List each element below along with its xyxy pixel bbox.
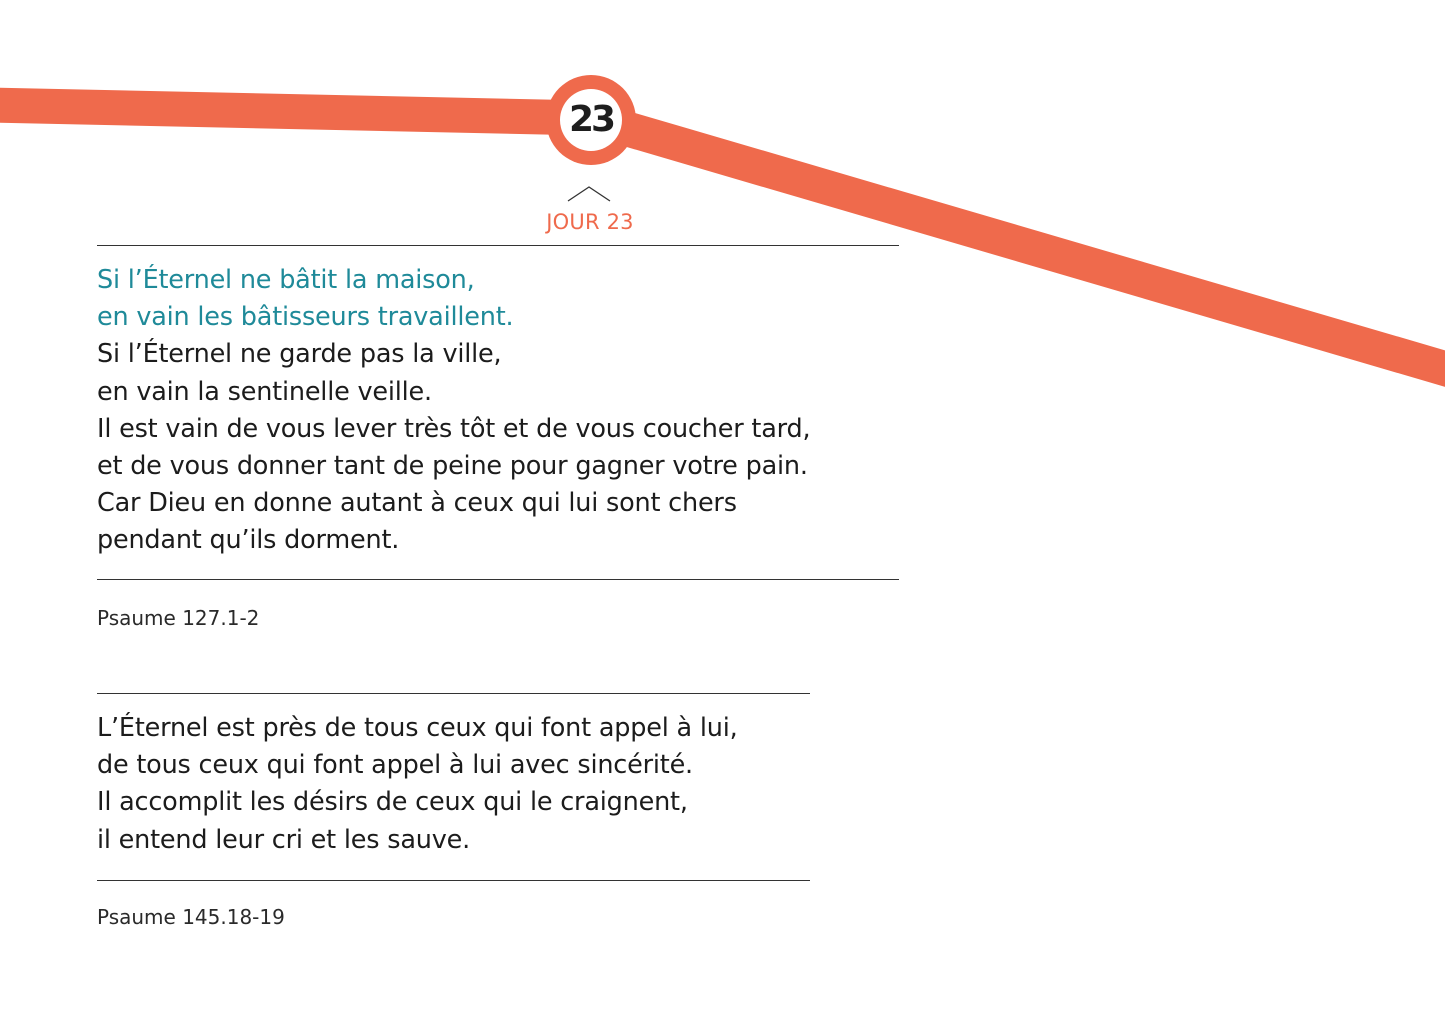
verse-line: Si l’Éternel ne bâtit la maison, (97, 265, 475, 295)
passage-2-bottom-rule (97, 880, 810, 881)
passage-1-reference: Psaume 127.1-2 (97, 606, 260, 630)
verse-line: Il accomplit les désirs de ceux qui le craignent, (97, 787, 688, 818)
day-label: JOUR 23 (546, 210, 634, 234)
verse-line: Car Dieu en donne autant à ceux qui lui sont chers (97, 488, 737, 519)
verse-line: en vain la sentinelle veille. (97, 376, 432, 407)
passage-1-top-rule (97, 245, 899, 246)
verse-line: et de vous donner tant de peine pour gagner votre pain. (97, 451, 808, 482)
passage-1-text (97, 262, 810, 560)
verse-line: en vain les bâtisseurs travaillent. (97, 302, 514, 333)
verse-line: pendant qu’ils dorment. (97, 525, 400, 556)
verse-line: Il est vain de vous lever très tôt et de vous coucher tard, (97, 413, 811, 444)
caret-up-icon (566, 185, 612, 203)
passage-2-text (97, 710, 737, 859)
passage-2-top-rule (97, 693, 810, 694)
verse-line: il entend leur cri et les sauve. (97, 824, 470, 855)
passage-2-reference: Psaume 145.18-19 (97, 905, 285, 929)
passage-1-bottom-rule (97, 579, 899, 580)
verse-line: Si l’Éternel ne garde pas la ville, (97, 339, 502, 370)
verse-line: L’Éternel est près de tous ceux qui font appel à lui, (97, 713, 738, 743)
day-number: 23 (568, 99, 614, 140)
verse-line: de tous ceux qui font appel à lui avec sincérité. (97, 750, 693, 781)
